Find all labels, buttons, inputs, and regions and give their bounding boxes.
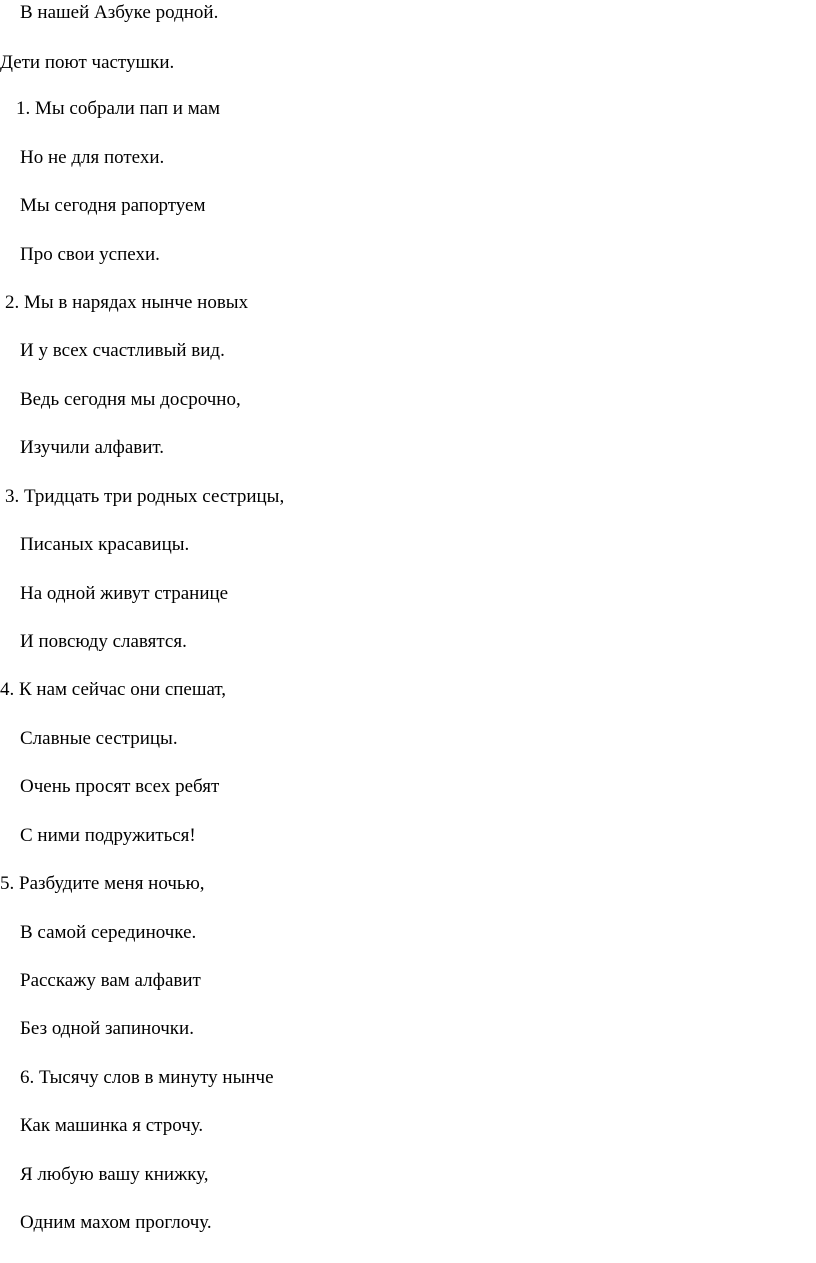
text-line: Изучили алфавит.	[20, 437, 165, 458]
text-line: И повсюду славятся.	[20, 631, 187, 652]
text-line: Я любую вашу книжку,	[20, 1164, 209, 1185]
text-line: Без одной запиночки.	[20, 1018, 194, 1039]
text-line: Мы сегодня рапортуем	[20, 195, 206, 216]
text-line: Расскажу вам алфавит	[20, 970, 201, 991]
text-line: Про свои успехи.	[20, 244, 160, 265]
text-line: Ведь сегодня мы досрочно,	[20, 389, 241, 410]
stanza-5-line-1: 5. Разбудите меня ночью,	[0, 873, 205, 894]
text-line: Одним махом проглочу.	[20, 1212, 212, 1233]
text-line: Славные сестрицы.	[20, 728, 178, 749]
text-line: Как машинка я строчу.	[20, 1115, 204, 1136]
stanza-4-line-1: 4. К нам сейчас они спешат,	[0, 679, 227, 700]
stanza-1-line-1: 1. Мы собрали пап и мам	[16, 98, 221, 119]
stanza-2-line-1: 2. Мы в нарядах нынче новых	[5, 292, 249, 313]
text-line: Писаных красавицы.	[20, 534, 190, 555]
text-line: Но не для потехи.	[20, 147, 165, 168]
text-line: Очень просят всех ребят	[20, 776, 220, 797]
text-line: На одной живут странице	[20, 583, 229, 604]
text-line: Дети поют частушки.	[0, 52, 175, 73]
text-line: И у всех счастливый вид.	[20, 340, 225, 361]
text-line: В нашей Азбуке родной.	[20, 2, 219, 23]
text-line: С ними подружиться!	[20, 825, 196, 846]
text-line: В самой серединочке.	[20, 922, 197, 943]
stanza-3-line-1: 3. Тридцать три родных сестрицы,	[5, 486, 285, 507]
stanza-6-line-1: 6. Тысячу слов в минуту нынче	[20, 1067, 274, 1088]
